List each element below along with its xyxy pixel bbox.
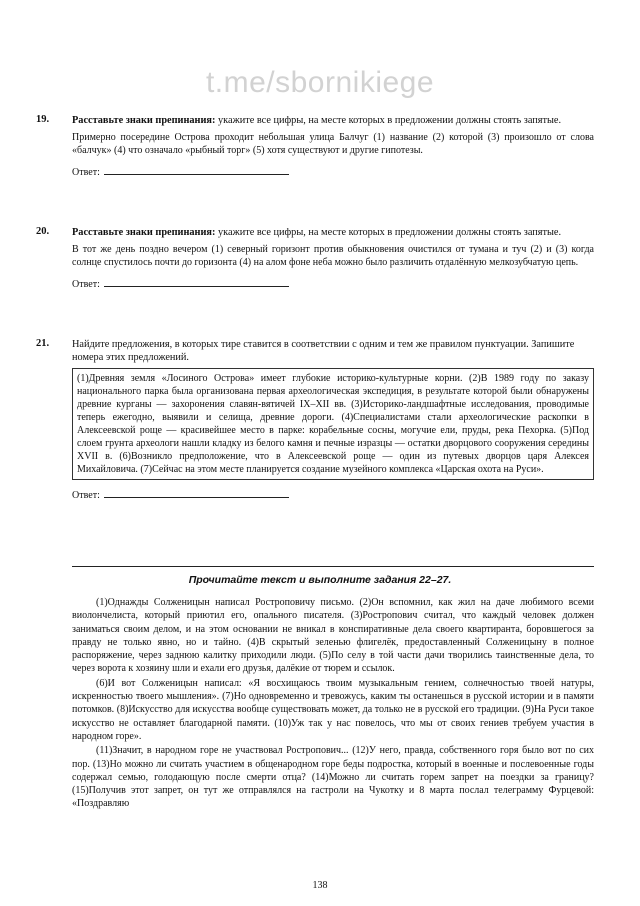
- task-text: Примерно посередине Острова проходит небольшая улица Балчуг (1) название (2) которой (3) произошло от слова «балчук» (4) что означало «рыбный торг» (5) хотя существуют и другие гипотезы.: [72, 132, 594, 156]
- instruction-rest: Найдите предложения, в которых тире ставится в соответствии с одним и тем же правилом пунктуации. Запишите номера этих предложений.: [72, 339, 575, 363]
- instruction-rest: укажите все цифры, на месте которых в предложении должны стоять запятые.: [215, 115, 562, 126]
- instruction-bold: Расставьте знаки препинания:: [72, 227, 216, 238]
- task-text-box: (1)Древняя земля «Лосиного Острова» имеет глубокие историко-культурные корни. (2)В 1989 году по заказу национального парка была организована первая археологическая экспедиция, в результате которой были обнаружены древние курганы — захоронения славян-вятичей IX–XII вв. (3)Историко-ландшафтные исследования, проводимые теперь ежегодно, выявили и селища, древние дороги. (4)Специалистами стали археологические раскопки в Алексеевской роще — красивейшее место в парке: корабельные сосны, могучие ели, пруды, река Пехорка. (5)Под слоем грунта археологи нашли кладку из белого камня и печные изразцы — остатки дворцового сооружения середины XVII в. (6)Возникло предположение, что в Алексеевской роще — один из путевых дворцов царя Алексея Михайловича. (7)Сейчас на этом месте планируется создание музейного комплекса «Царская охота на Руси».: [72, 368, 594, 480]
- task-instruction: [72, 338, 594, 364]
- answer-row: [72, 164, 594, 179]
- section-divider: [72, 566, 594, 567]
- answer-label: Ответ:: [72, 490, 100, 501]
- page-number: 138: [312, 880, 328, 891]
- task-number: 19.: [36, 114, 50, 125]
- task-21: [36, 338, 594, 502]
- answer-line[interactable]: [104, 164, 289, 175]
- task-20: [36, 226, 594, 291]
- answer-line[interactable]: [104, 276, 289, 287]
- task-number: 21.: [36, 338, 50, 349]
- task-19: [36, 114, 594, 179]
- task-instruction: [72, 226, 594, 239]
- task-text: В тот же день поздно вечером (1) северный горизонт против обыкновения очистился от тумана и туч (2) и (3) когда солнце спустилось почти до горизонта (4) на алом фоне неба можно было различить отдалённую мелкозубчатую цепь.: [72, 244, 594, 268]
- task-instruction: [72, 114, 594, 127]
- answer-label: Ответ:: [72, 279, 100, 290]
- answer-label: Ответ:: [72, 167, 100, 178]
- task-number: 20.: [36, 226, 50, 237]
- passage-paragraph: (6)И вот Солженицын написал: «Я восхищаюсь твоим музыкальным гением, солнечностью твоей натуры, искренностью твоего мышления». (7)Но одновременно и тревожусь, каким ты останешься в русской истории и в памяти потомков. (8)Искусство для искусства вообще существовать может, да только не в русской его традиции. (9)На Руси такое искусство не оставляет благодарной памяти. (10)Уж так у нас повелось, что мы от своих гениев требуем участия в народном горе».: [72, 677, 594, 742]
- answer-line[interactable]: [104, 487, 289, 498]
- answer-row: [72, 487, 594, 502]
- watermark-text: t.me/sbornikiege: [205, 66, 435, 99]
- instruction-bold: Расставьте знаки препинания:: [72, 115, 216, 126]
- instruction-rest: укажите все цифры, на месте которых в предложении должны стоять запятые.: [215, 227, 562, 238]
- answer-row: [72, 276, 594, 291]
- passage-paragraph: (11)Значит, в народном горе не участвовал Ростропович... (12)У него, правда, собственного горя было вот по сих пор. (13)Но можно ли считать участием в общенародном горе беды подростка, который в военные и послевоенные годы содержал семью, голодающую после смерти отца? (14)Можно ли считать горем запрет на поездки за границу? (15)Получив этот запрет, он тут же отправлялся на гастроли на Чукотку и 8 марта послал телеграмму Фурцевой: «Поздравляю: [72, 745, 594, 810]
- reading-passage: [72, 596, 594, 812]
- passage-paragraph: (1)Однажды Солженицын написал Ростроповичу письмо. (2)Он вспомнил, как жил на даче любимого всеми виолончелиста, который приютил его, опального писателя. (3)Ростропович считал, что каждый человек должен заниматься своим делом, и на этом основании не вникал в конспиративные дела своего квартиранта, боровшегося за правду не только явно, но и тайно. (4)В скрытый зеленью флигелёк, предоставленный Солженицыну в полное распоряжение, через заднюю калитку приходили люди. (5)По селу в той части дачи творились таинственные дела, то через ворота к хозяину шли и ехали его друзья, далёкие от тюрем и ссылок.: [72, 597, 594, 675]
- section-title: Прочитайте текст и выполните задания 22–27.: [188, 574, 452, 586]
